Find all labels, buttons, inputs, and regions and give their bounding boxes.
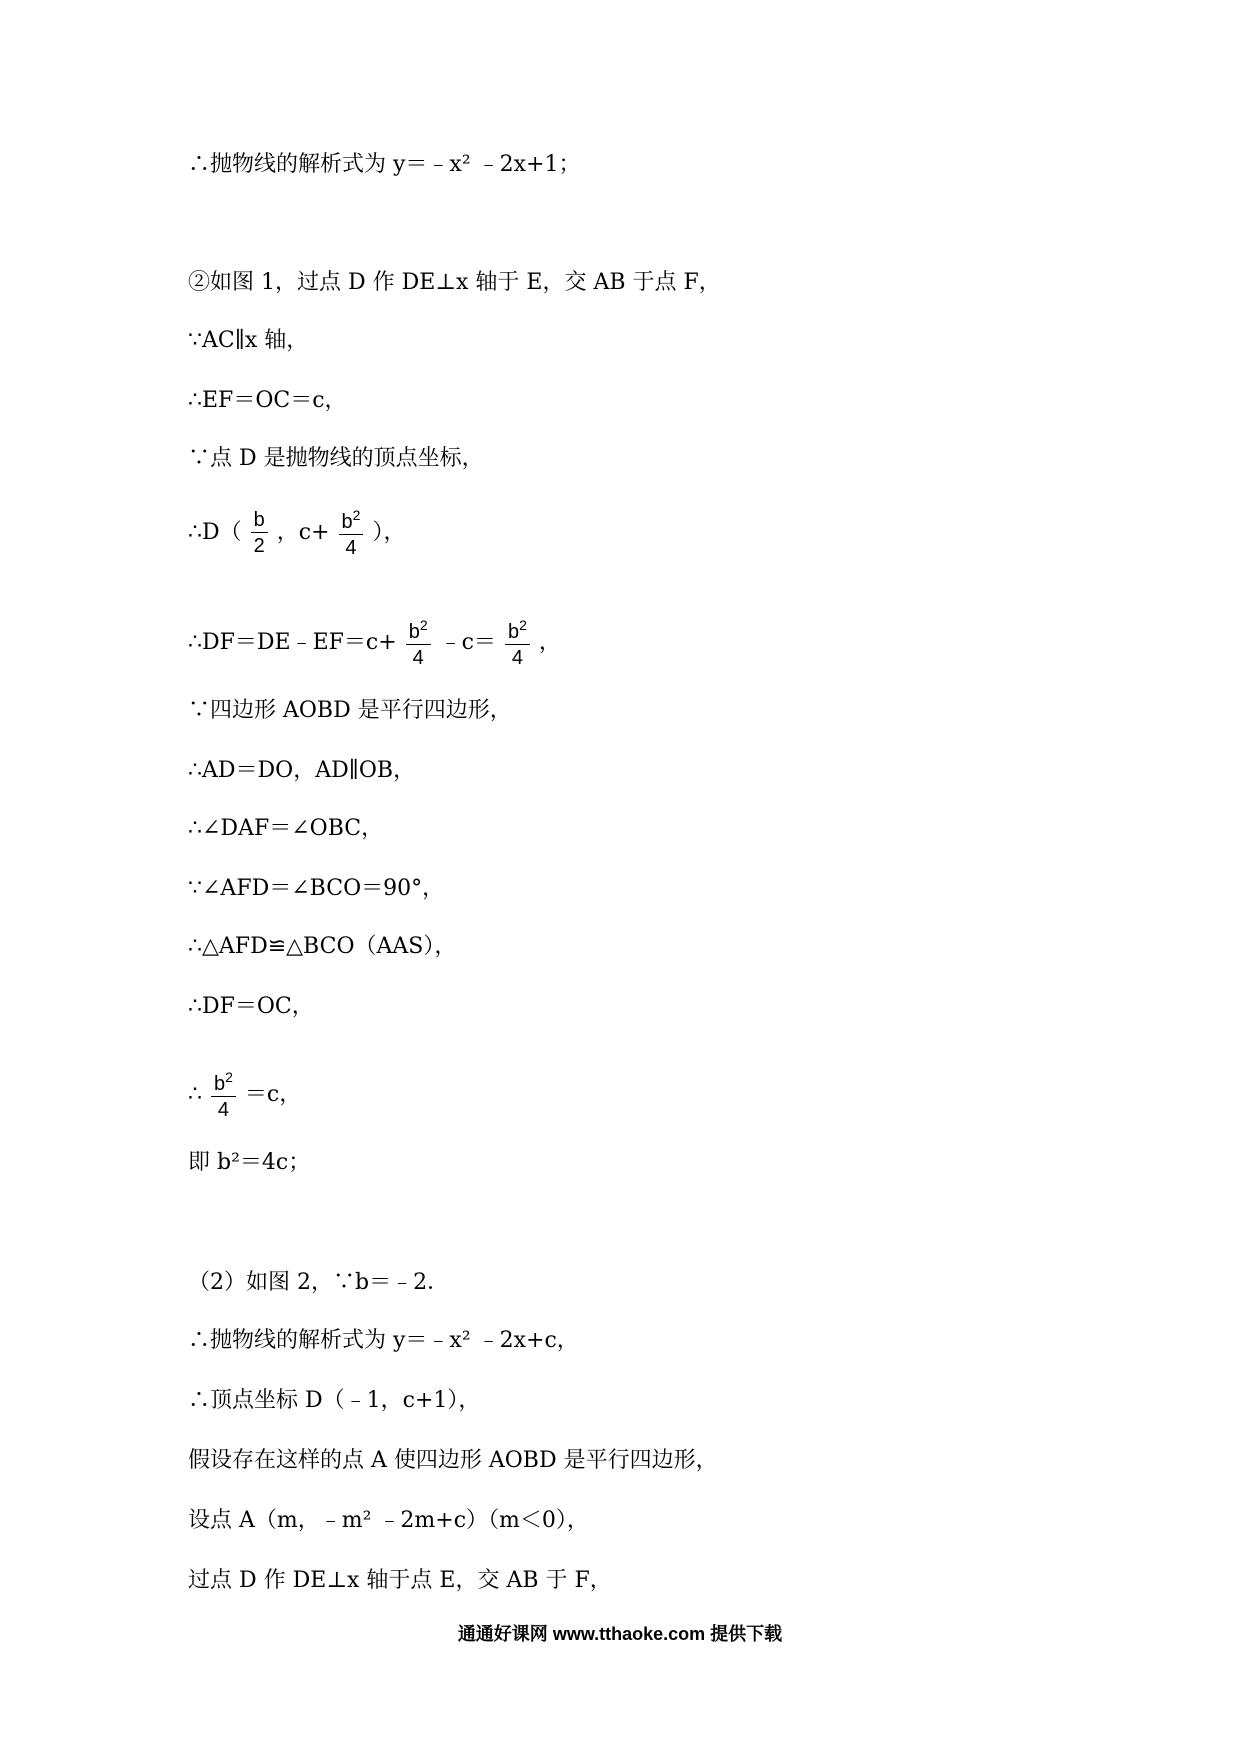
- solution-line: 过点 D 作 DE⊥x 轴于点 E，交 AB 于 F，: [188, 1568, 612, 1593]
- text-segment: ＝c，: [244, 1082, 302, 1107]
- solution-line: ∵AC∥x 轴，: [188, 328, 309, 353]
- solution-line: ∴△AFD≌△BCO（AAS），: [188, 934, 457, 959]
- solution-line: ∴顶点坐标 D（﹣1，c+1），: [188, 1388, 481, 1413]
- text-segment: ），: [372, 520, 406, 545]
- solution-line: 假设存在这样的点 A 使四边形 AOBD 是平行四边形，: [188, 1448, 718, 1473]
- fraction-b2-over-4: [406, 618, 431, 668]
- solution-line: ②如图 1，过点 D 作 DE⊥x 轴于 E，交 AB 于点 F，: [188, 270, 721, 295]
- fraction-b2-over-4: [211, 1070, 236, 1120]
- fraction-numerator: $b^2$: [408, 617, 428, 643]
- fraction-numerator: $b^2$: [341, 507, 361, 533]
- solution-line-df: [188, 618, 561, 668]
- fraction-denominator: 4: [505, 644, 530, 668]
- text-segment: ﹣c＝: [439, 630, 496, 655]
- text-segment: ，: [538, 630, 561, 655]
- fraction-numerator: $b^2$: [507, 617, 527, 643]
- solution-line: ∵∠AFD＝∠BCO＝90°，: [188, 876, 445, 901]
- solution-line: 即 b²＝4c；: [188, 1150, 311, 1175]
- text-segment: ∴DF＝DE﹣EF＝c+: [188, 630, 397, 655]
- text-segment: ∴D（: [188, 520, 242, 545]
- fraction-b2-over-4: [505, 618, 530, 668]
- fraction-b-over-2: [251, 510, 268, 556]
- solution-line: ∵点 D 是抛物线的顶点坐标，: [188, 446, 484, 471]
- fraction-numerator: b: [253, 509, 265, 531]
- solution-line: ∴抛物线的解析式为 y＝﹣x² ﹣2x+c，: [188, 1328, 579, 1353]
- solution-line: （2）如图 2，∵b＝﹣2．: [188, 1270, 450, 1295]
- fraction-numerator: $b^2$: [214, 1069, 233, 1095]
- solution-line: ∴AD＝DO，AD∥OB，: [188, 758, 416, 783]
- fraction-denominator: 2: [251, 532, 268, 556]
- fraction-denominator: 4: [406, 644, 431, 668]
- solution-line-vertex-d: [188, 508, 405, 558]
- solution-line: ∴EF＝OC＝c，: [188, 388, 347, 413]
- solution-line: ∴∠DAF＝∠OBC，: [188, 816, 384, 841]
- fraction-denominator: 4: [211, 1096, 236, 1120]
- solution-line: ∴抛物线的解析式为 y＝﹣x² ﹣2x+1；: [188, 152, 581, 177]
- solution-line-b2-eq-c: [188, 1070, 301, 1120]
- page-footer: 通通好课网 www.tthaoke.com 提供下载: [457, 1624, 783, 1644]
- solution-line: ∵四边形 AOBD 是平行四边形，: [188, 698, 512, 723]
- solution-line: ∴DF＝OC，: [188, 994, 314, 1019]
- text-segment: ∴: [188, 1082, 202, 1107]
- fraction-denominator: 4: [339, 534, 364, 558]
- text-segment: ，c+: [276, 520, 330, 545]
- solution-line: 设点 A（m，﹣m² ﹣2m+c）（m＜0），: [188, 1508, 589, 1533]
- fraction-b2-over-4: [339, 508, 364, 558]
